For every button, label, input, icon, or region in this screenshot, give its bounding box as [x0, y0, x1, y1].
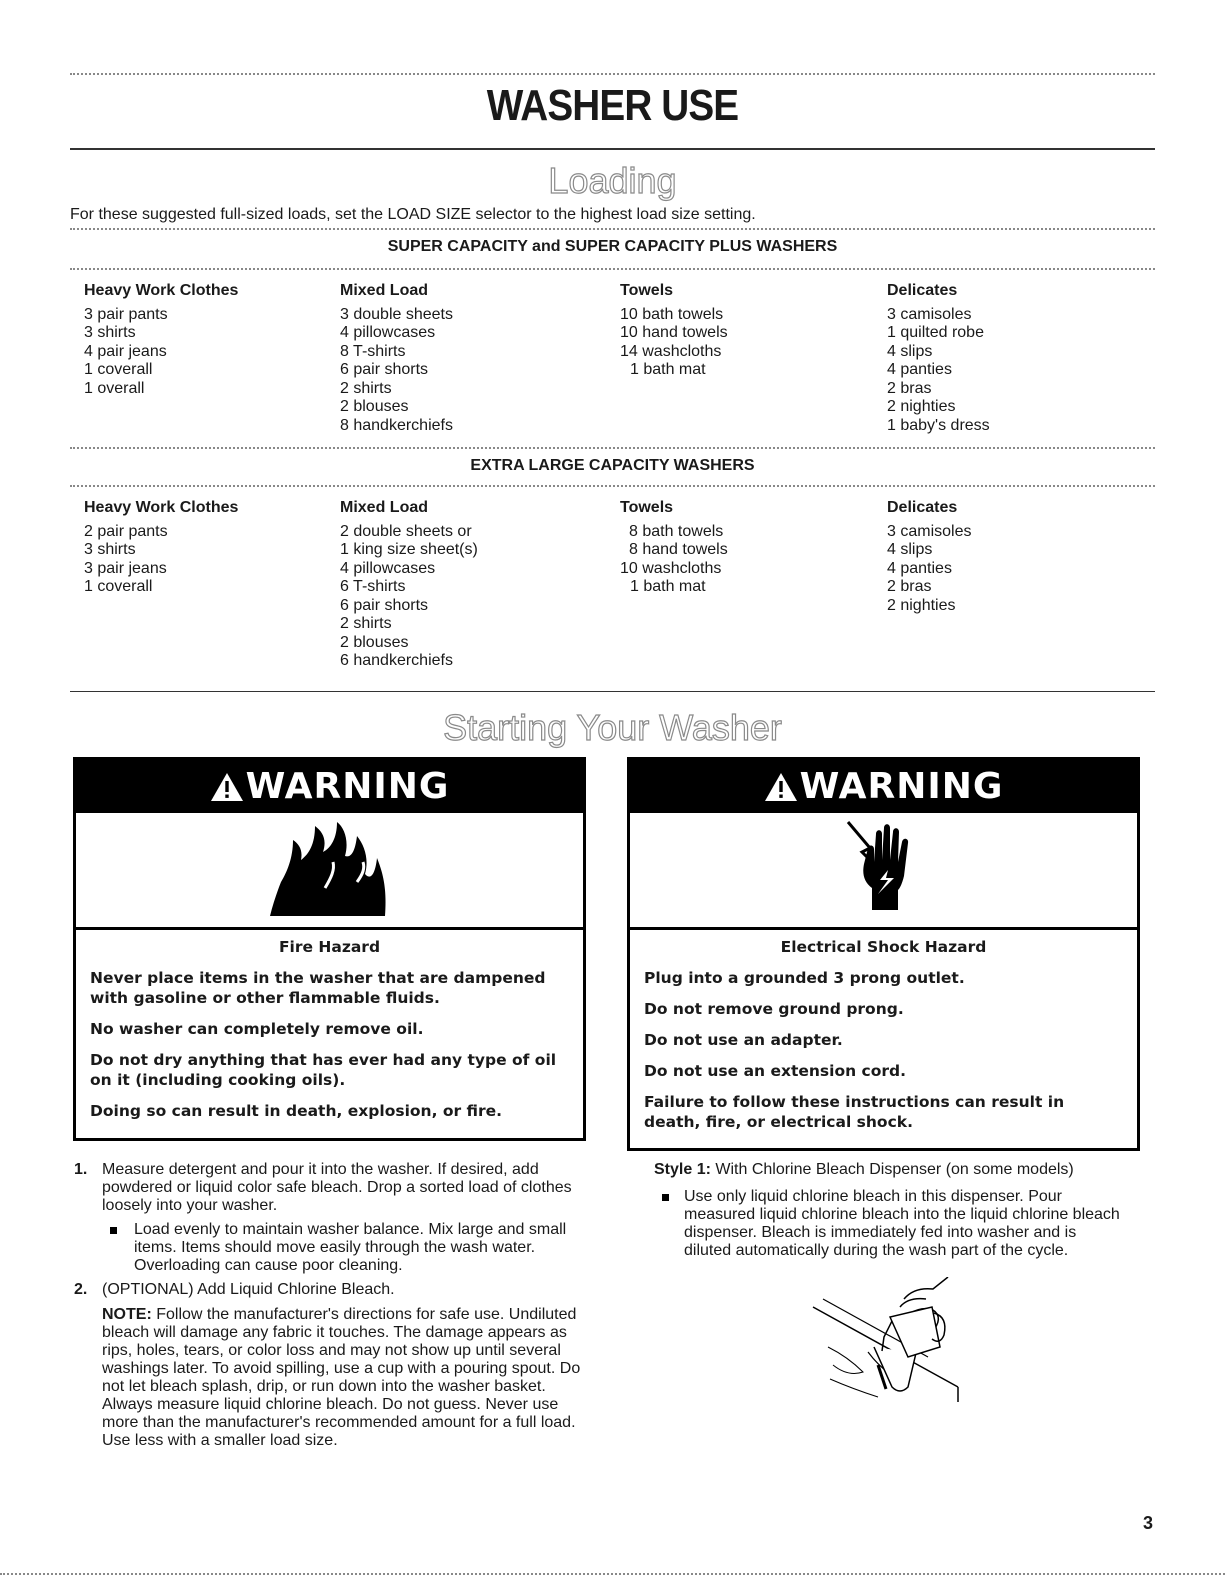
load-column — [887, 499, 971, 615]
list-item: 1 bath mat — [630, 578, 706, 595]
list-item: 1 bath mat — [630, 361, 706, 378]
list-item: 1 quilted robe — [887, 324, 984, 341]
list-item: 4 panties — [887, 361, 952, 378]
warning-triangle-icon — [210, 772, 244, 802]
style1-line — [654, 1161, 1124, 1179]
starting-washer-heading: Starting Your Washer — [443, 707, 782, 748]
column-title: Heavy Work Clothes — [84, 499, 239, 516]
shock-hazard-area — [630, 813, 1137, 930]
loading-intro: For these suggested full-sized loads, set the LOAD SIZE selector to the highest load size setting. — [70, 206, 756, 223]
list-item: 2 nighties — [887, 596, 956, 614]
list-item: 6 handkerchiefs — [340, 652, 453, 669]
warning-label: WARNING — [799, 766, 1004, 807]
step-number: 2. — [74, 1281, 88, 1298]
fire-hazard-area — [76, 813, 583, 930]
warning-label: WARNING — [245, 766, 450, 807]
load-column — [84, 282, 238, 398]
dotted-divider — [70, 485, 1155, 487]
warning-line: Do not use an extension cord. — [644, 1062, 907, 1080]
page-title: WASHER USE — [486, 81, 739, 130]
note-text: Follow the manufacturer's directions for safe use. Undiluted bleach will damage any fabric it touches. The damage appears as rips, holes, tears, or color loss and may not show up until several washings later. To avoid spilling, use a cup with a pouring spout. Do not let bleach splash, drip, or run down into the washer basket. Always measure liquid chlorine bleach. Do not guess. Never use more than the manufacturer's recommended amount for a full load. Use less with a smaller load size. — [102, 1306, 581, 1449]
note-paragraph — [102, 1306, 592, 1450]
loading-heading: Loading — [548, 160, 677, 201]
load-column — [620, 499, 728, 597]
list-item: 1 baby's dress — [887, 416, 990, 434]
top-dotted-divider — [70, 73, 1155, 75]
step-2 — [74, 1281, 592, 1299]
list-item: 4 slips — [887, 342, 933, 360]
list-item: 8 hand towels — [629, 541, 728, 558]
list-item: 2 blouses — [340, 633, 409, 651]
list-item: 2 bras — [887, 578, 932, 595]
step-1 — [74, 1161, 592, 1215]
list-item: 4 pair jeans — [84, 342, 167, 360]
step-1-bullet — [102, 1221, 592, 1275]
fire-warning-box — [73, 757, 586, 1141]
list-item: 2 shirts — [340, 615, 392, 632]
list-item: 1 coverall — [84, 578, 153, 595]
warning-line: Failure to follow these instructions can result in death, fire, or electrical shock. — [644, 1093, 1065, 1131]
warning-line: Do not use an adapter. — [644, 1031, 843, 1049]
list-item: 10 hand towels — [620, 324, 728, 341]
warning-line: Do not remove ground prong. — [644, 1000, 904, 1018]
extra-large-capacity-heading: EXTRA LARGE CAPACITY WASHERS — [470, 457, 755, 474]
list-item: 1 overall — [84, 379, 145, 397]
step-list — [74, 1161, 592, 1450]
list-item: 2 double sheets or — [340, 522, 472, 540]
shock-warning-text — [630, 930, 1137, 1153]
list-item: 10 washcloths — [620, 559, 722, 577]
warning-line: Doing so can result in death, explosion, or fire. — [90, 1102, 503, 1120]
step-text: Measure detergent and pour it into the washer. If desired, add powdered or liquid color safe bleach. Drop a sorted load of clothes loosely into your washer. — [102, 1161, 572, 1214]
list-item: 8 T-shirts — [340, 342, 406, 360]
list-item: 6 T-shirts — [340, 578, 406, 595]
note-label: NOTE: — [102, 1306, 152, 1323]
step-text: (OPTIONAL) Add Liquid Chlorine Bleach. — [102, 1281, 395, 1298]
list-item: 3 pair jeans — [84, 559, 167, 577]
fire-warning-text — [76, 930, 583, 1142]
list-item: 3 camisoles — [887, 305, 972, 323]
bullet-text: Use only liquid chlorine bleach in this dispenser. Pour measured liquid chlorine bleach into the liquid chlorine bleach dispenser. Bleach is immediately fed into washer and is diluted automatically during the wash part of the cycle. — [684, 1188, 1120, 1259]
list-item: 2 blouses — [340, 398, 409, 415]
column-title: Heavy Work Clothes — [84, 282, 239, 299]
bullet-text: Load evenly to maintain washer balance. Mix large and small items. Items should move easily through the wash water. Overloading can cause poor cleaning. — [134, 1221, 567, 1274]
load-column — [340, 499, 478, 671]
list-item: 2 shirts — [340, 379, 392, 397]
warning-line: Never place items in the washer that are dampened with gasoline or other flammable fluids. — [90, 969, 546, 1007]
fire-icon — [265, 818, 395, 923]
column-title: Mixed Load — [340, 499, 429, 516]
column-title: Towels — [620, 282, 674, 299]
load-column — [620, 282, 728, 380]
list-item: 4 pillowcases — [340, 324, 436, 341]
load-column — [340, 282, 453, 435]
style1-label: Style 1: — [654, 1161, 711, 1178]
list-item: 4 panties — [887, 559, 952, 577]
list-item: 1 coverall — [84, 361, 153, 378]
style1-text: With Chlorine Bleach Dispenser (on some models) — [715, 1161, 1074, 1178]
dotted-divider — [70, 447, 1155, 449]
list-item: 4 pillowcases — [340, 559, 436, 577]
warning-header — [630, 760, 1137, 813]
list-item: 14 washcloths — [620, 342, 722, 360]
page-number: 3 — [1142, 1513, 1153, 1533]
title-rule — [70, 148, 1155, 150]
warning-triangle-icon — [764, 772, 798, 802]
column-title: Towels — [620, 499, 674, 516]
column-title: Delicates — [887, 282, 958, 299]
step-number: 1. — [74, 1161, 88, 1178]
electrical-shock-icon — [844, 818, 924, 923]
dotted-divider — [70, 268, 1155, 270]
list-item: 2 bras — [887, 379, 932, 397]
section-rule — [70, 691, 1155, 692]
load-column — [887, 282, 990, 435]
list-item: 3 double sheets — [340, 305, 453, 323]
pouring-bleach-illustration — [808, 1277, 968, 1417]
column-title: Delicates — [887, 499, 958, 516]
hazard-title: Electrical Shock Hazard — [780, 938, 987, 956]
list-item: 6 pair shorts — [340, 596, 429, 614]
warning-header — [76, 760, 583, 813]
list-item: 3 camisoles — [887, 522, 972, 540]
list-item: 10 bath towels — [620, 305, 724, 323]
style1-section — [654, 1161, 1124, 1260]
list-item: 4 slips — [887, 541, 933, 558]
load-column — [84, 499, 238, 597]
list-item: 3 shirts — [84, 324, 136, 341]
list-item: 1 king size sheet(s) — [340, 541, 478, 558]
style1-bullet — [654, 1188, 1124, 1260]
warning-line: Do not dry anything that has ever had any type of oil on it (including cooking oils). — [90, 1051, 557, 1089]
bottom-dotted-divider — [0, 1573, 1225, 1575]
warning-line: No washer can completely remove oil. — [90, 1020, 424, 1038]
dotted-divider — [70, 228, 1155, 230]
list-item: 8 handkerchiefs — [340, 416, 453, 434]
super-capacity-heading: SUPER CAPACITY and SUPER CAPACITY PLUS WASHERS — [387, 238, 838, 255]
list-item: 2 nighties — [887, 398, 956, 415]
warning-line: Plug into a grounded 3 prong outlet. — [644, 969, 965, 987]
shock-warning-box — [627, 757, 1140, 1151]
hazard-title: Fire Hazard — [278, 938, 381, 956]
list-item: 6 pair shorts — [340, 361, 429, 378]
column-title: Mixed Load — [340, 282, 429, 299]
list-item: 8 bath towels — [629, 522, 724, 540]
list-item: 3 shirts — [84, 541, 136, 558]
list-item: 3 pair pants — [84, 305, 168, 323]
list-item: 2 pair pants — [84, 522, 168, 540]
